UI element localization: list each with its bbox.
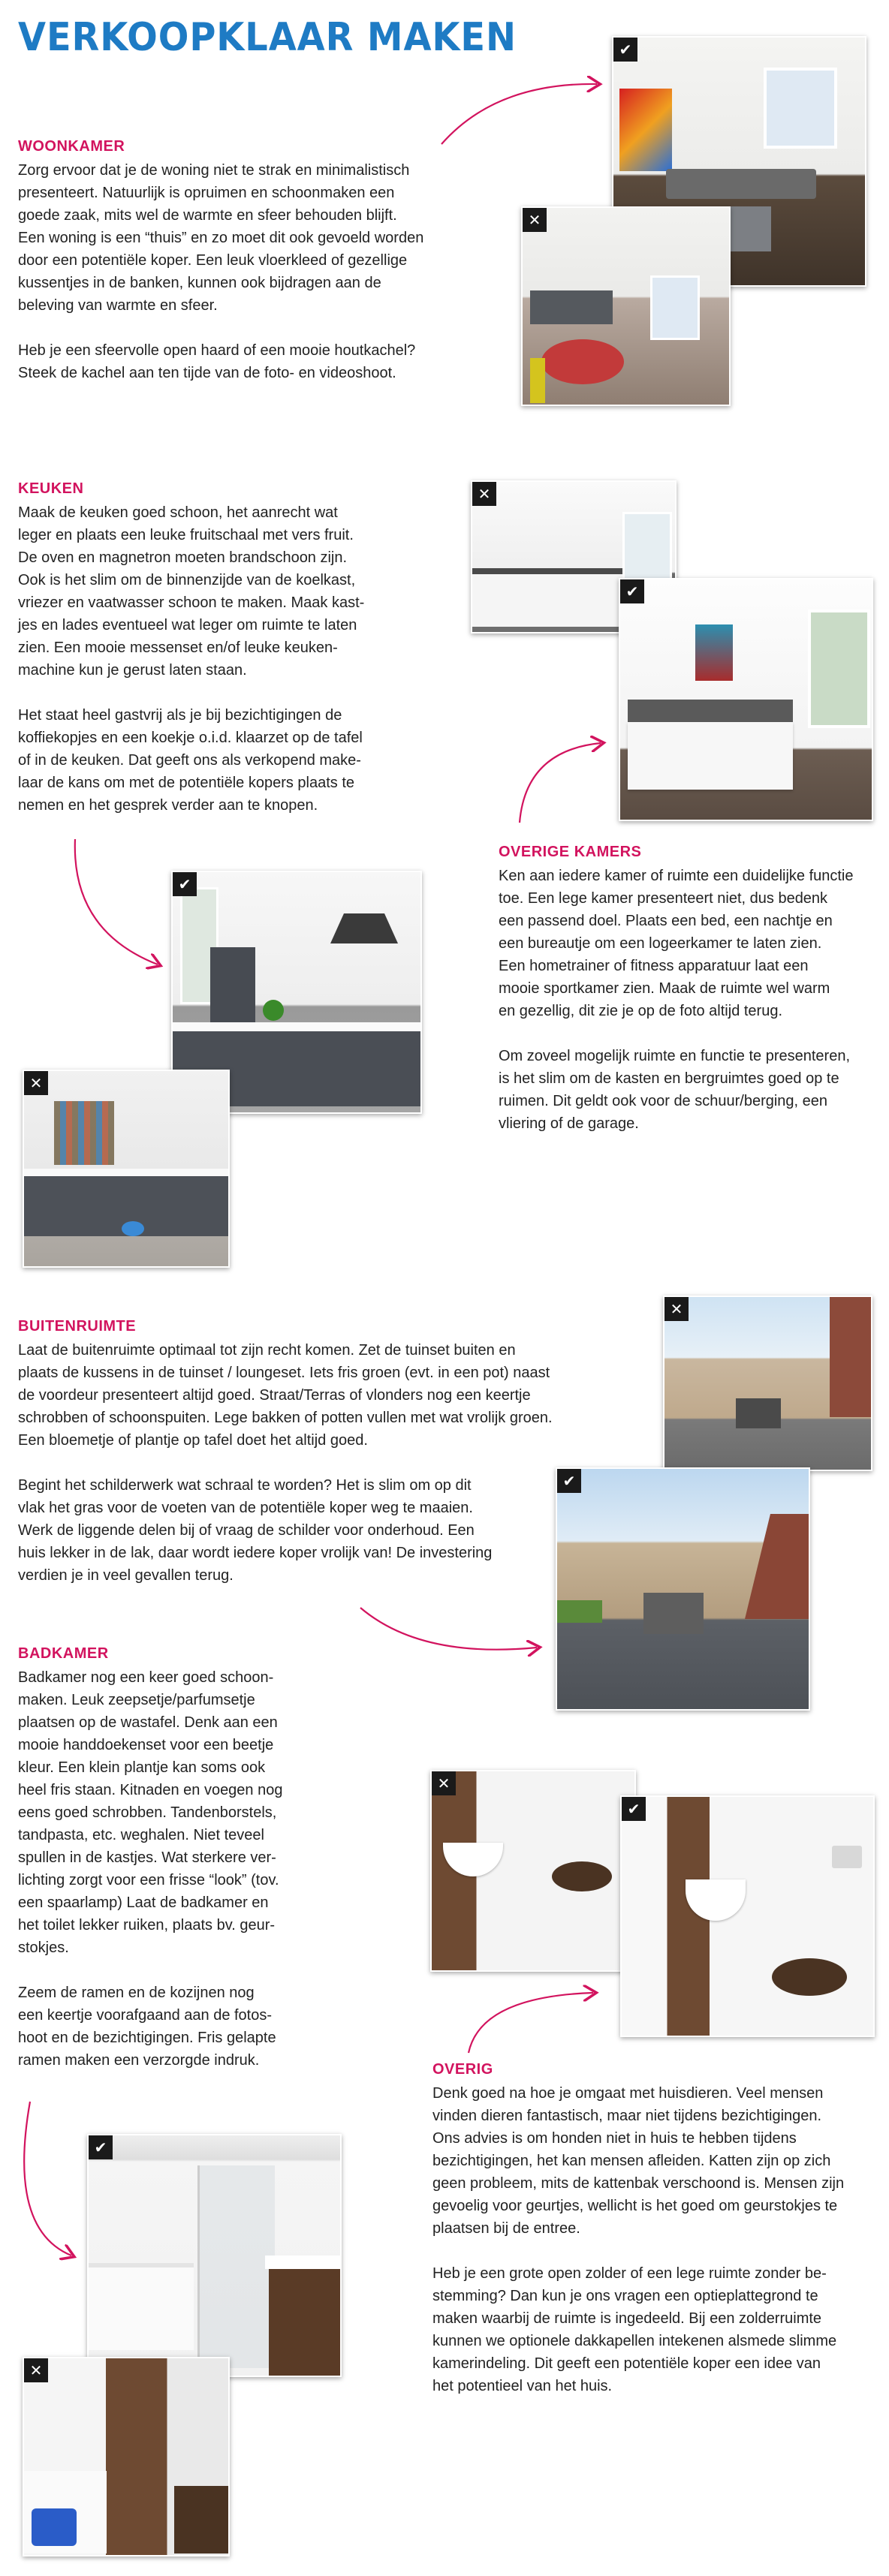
check-icon: ✔	[620, 579, 644, 603]
text-woonkamer: Zorg ervoor dat je de woning niet te strak en minimalistisch presenteert. Natuurlijk is opruimen en schoonmaken een goede zaak, mits wel de warmte en sfeer behouden blijft. Een woning is een “thuis” en zo moet dit ook gevoeld worden door een potentiële koper. Een leuk vloerkleed of gezellige kussentjes in de banken, kunnen ook bijdragen aan de beleving van warmte en sfeer. Heb je een sfeervolle open haard of een mooie houtkachel? Steek de kachel aan ten tijde van de foto- en videoshoot.	[18, 162, 424, 381]
check-icon: ✔	[613, 38, 637, 62]
close-icon: ✕	[664, 1297, 689, 1321]
heading-overig: OVERIG	[432, 2061, 493, 2078]
text-keuken: Maak de keuken goed schoon, het aanrecht wat leger en plaats een leuke fruitschaal met vers fruit. De oven en magnetron moeten brandschoon zijn. Ook is het slim om de binnenzijde van de koelkast, vriezer en vaatwasser schoon te maken. Maak kast- jes en lades eventueel wat leger om ruimte te laten zien. Een mooie messenset en/of leuke keuken- machine kun je gerust laten staan. Het staat heel gastvrij als je bij bezichtigingen de koffiekopjes en een koekje o.i.d. klaarzet op de tafel of in de keuken. Dat geeft ons als verkopend make- laar de kans om met de potentiële kopers plaats te nemen en het gesprek verder aan te knopen.	[18, 504, 365, 814]
text-buitenruimte: Laat de buitenruimte optimaal tot zijn recht komen. Zet de tuinset buiten en plaats de kussens in de tuinset / loungeset. Iets fris groen (evt. in een pot) naast de voordeur presenteert altijd goed. Straat/Terras of vlonders nog een keertje schrobben of schoonspuiten. Lege bakken of potten vullen met wat vrolijk groen. Een bloemetje of plantje op tafel doet het altijd goed. Begint het schilderwerk wat schraal te worden? Het is slim om op dit vlak het gras voor de voeten van de potentiële koper weg te maaien. Werk de liggende delen bij of vraag de schilder voor onderhoud. Een huis lekker in de lak, daar wordt iedere koper vrolijk van! De investering verdien je in veel gevallen terug.	[18, 1342, 553, 1584]
photo-tuin-after	[556, 1467, 810, 1711]
photo-toilet-before	[430, 1770, 636, 1972]
close-icon: ✕	[472, 482, 496, 506]
heading-overige-kamers: OVERIGE KAMERS	[499, 844, 642, 860]
heading-badkamer: BADKAMER	[18, 1645, 109, 1662]
photo-tuin-before	[663, 1296, 872, 1471]
heading-woonkamer: WOONKAMER	[18, 138, 125, 155]
photo-keuken-before	[23, 1070, 230, 1268]
page-title: VERKOOPKLAAR MAKEN	[18, 15, 517, 60]
photo-badkamer-after	[87, 2134, 342, 2377]
photo-woonkamer-before	[521, 206, 731, 406]
check-icon: ✔	[557, 1469, 581, 1493]
text-overig: Denk goed na hoe je omgaat met huisdieren. Veel mensen vinden dieren fantastisch, maar niet tijdens bezichtigingen. Ons advies is om honden niet in huis te hebben tijdens bezichtigingen, het kan mensen afleiden. Katten zijn op zich geen probleem, mits de kattenbak verschoond is. Mensen zijn gevoelig voor geurtjes, wellicht is het goed om geurstokjes te plaatsen bij de entree. Heb je een grote open zolder of een lege ruimte zonder be- stemming? Dan kun je ons vragen een optieplattegrond te maken waarbij de ruimte is ingedeeld. Bij een zolderruimte kunnen we optionele dakkapellen intekenen alsmede slimme kamerindeling. Dit geeft een potentiële koper een idee van het potentieel van het huis.	[432, 2085, 845, 2394]
text-badkamer: Badkamer nog een keer goed schoon- maken. Leuk zeepsetje/parfumsetje plaatsen op de wastafel. Denk aan een mooie handdoekenset voor een beetje kleur. Een klein plantje kan soms ook heel fris staan. Kitnaden en voegen nog eens goed schrobben. Tandenborstels, tandpasta, etc. weghalen. Niet teveel spullen in de kastjes. Wat sterkere ver- lichting zorgt voor een frisse “look” (tov. een spaarlamp) Laat de badkamer en het toilet lekker ruiken, plaats bv. geur- stokjes. Zeem de ramen en de kozijnen nog een keertje voorafgaand aan de fotos- hoot en de bezichtigingen. Fris gelapte ramen maken een verzorgde indruk.	[18, 1669, 283, 2069]
heading-buitenruimte: BUITENRUIMTE	[18, 1318, 137, 1335]
check-icon: ✔	[622, 1797, 646, 1821]
close-icon: ✕	[24, 2358, 48, 2382]
close-icon: ✕	[523, 208, 547, 232]
photo-toilet-after	[620, 1795, 875, 2037]
check-icon: ✔	[173, 872, 197, 896]
photo-slaapkamer-after	[619, 578, 873, 821]
heading-keuken: KEUKEN	[18, 480, 84, 497]
check-icon: ✔	[89, 2135, 113, 2159]
close-icon: ✕	[24, 1071, 48, 1095]
text-overige-kamers: Ken aan iedere kamer of ruimte een duidelijke functie toe. Een lege kamer presenteert niet, dus bedenk een passend doel. Plaats een bed, een nachtje en een bureautje om een logeerkamer te laten zien. Een hometrainer of fitness apparatuur laat een mooie sportkamer zien. Maak de ruimte wel warm en gezellig, dit zie je op de foto altijd terug. Om zoveel mogelijk ruimte en functie te presenteren, is het slim om de kasten en bergruimtes goed op te ruimen. Dit geldt ook voor de schuur/berging, een vliering of de garage.	[499, 868, 854, 1132]
photo-badkamer-before	[23, 2357, 230, 2556]
close-icon: ✕	[432, 1771, 456, 1795]
